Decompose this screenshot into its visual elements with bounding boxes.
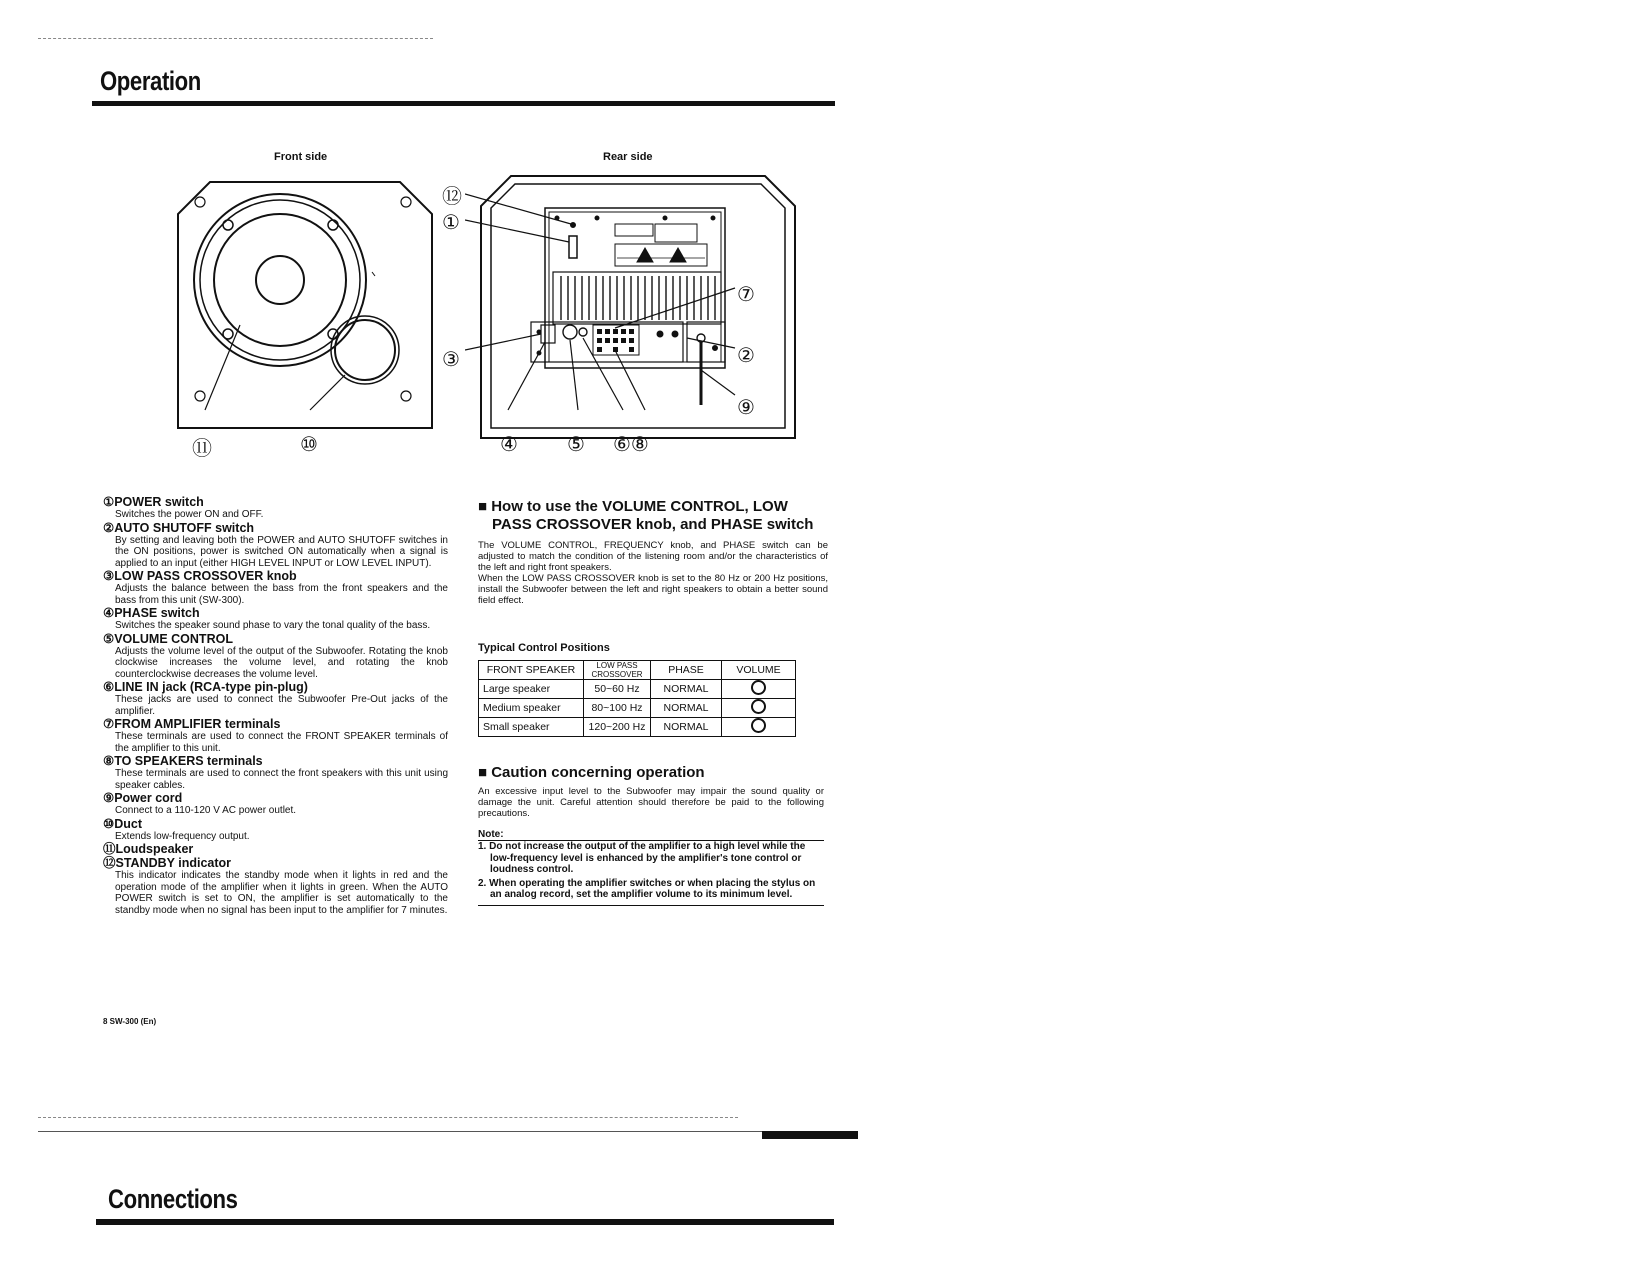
callout-9: ⑨ — [737, 395, 755, 419]
leader-line-9 — [701, 370, 735, 395]
bottom-dashed-artifact — [38, 1117, 738, 1118]
leader-line-8 — [615, 350, 645, 410]
phase-switch — [541, 325, 555, 343]
duct-outer — [331, 316, 399, 384]
table-row: Large speaker 50~60 Hz NORMAL — [479, 680, 796, 699]
callout-4: ④ — [500, 432, 518, 456]
callout-1: ① — [442, 210, 460, 234]
woofer-frame-outer — [194, 194, 366, 366]
callout-2: ② — [737, 343, 755, 367]
table-row: Small speaker 120~200 Hz NORMAL — [479, 718, 796, 737]
caution-paragraph: An excessive input level to the Subwoofer may impair the sound quality or damage the unit. Careful attention should therefore be paid to the following precautions. — [478, 786, 824, 819]
how-to-section — [478, 498, 828, 606]
caution-section — [478, 764, 824, 906]
table-row: Medium speaker 80~100 Hz NORMAL — [479, 699, 796, 718]
callout-3: ③ — [442, 347, 460, 371]
volume-knob-icon — [751, 718, 766, 733]
page-title-operation: Operation — [100, 66, 201, 96]
item-to-speakers-terminals: ⑧TO SPEAKERS terminals These terminals are used to connect the front speakers with this unit using speaker cables. — [103, 754, 448, 791]
how-to-paragraph-1: The VOLUME CONTROL, FREQUENCY knob, and PHASE switch can be adjusted to match the condition of the listening room and/or the characteristics of the left and right front speakers. — [478, 540, 828, 573]
scan-rule-thin — [38, 1131, 858, 1132]
page-title-connections: Connections — [108, 1184, 238, 1214]
operation-rule — [92, 101, 835, 106]
duct-inner — [335, 320, 395, 380]
item-loudspeaker: ⑪Loudspeaker — [103, 842, 194, 856]
note-label: Note: — [478, 829, 824, 841]
item-auto-shutoff-switch: ②AUTO SHUTOFF switch By setting and leaving both the POWER and AUTO SHUTOFF switches in the ON positions, power is switched ON automatically when a signal is applied to an input (either HIGH LEVEL INPUT or LOW LEVEL INPUT). — [103, 520, 448, 569]
screw-hole-top-left — [195, 197, 205, 207]
note-bottom-rule — [478, 905, 824, 906]
volume-knob — [563, 325, 577, 339]
volume-knob-icon — [751, 680, 766, 695]
leader-line-2 — [687, 338, 735, 348]
top-dashed-artifact — [38, 38, 433, 39]
header-low-pass-crossover: LOW PASS CROSSOVER — [584, 661, 651, 680]
callout-10: ⑩ — [300, 432, 318, 456]
caution-title: ■ Caution concerning operation — [478, 764, 705, 781]
screw-hole-top-right — [401, 197, 411, 207]
scan-rule-thick — [762, 1131, 858, 1139]
header-volume: VOLUME — [722, 661, 796, 680]
header-phase: PHASE — [651, 661, 722, 680]
rear-side-label: Rear side — [603, 151, 653, 163]
front-side-label: Front side — [274, 151, 328, 163]
leader-line-5 — [570, 340, 578, 410]
crossover-knob — [579, 328, 587, 336]
leader-line-10 — [310, 375, 345, 410]
connections-rule — [96, 1219, 834, 1225]
screw-hole-bottom-right — [401, 391, 411, 401]
callout-7: ⑦ — [737, 282, 755, 306]
item-standby-indicator: ⑫STANDBY indicator This indicator indicates the standby mode when it lights in red and the operation mode of the amplifier when it lights in green. When the AUTO POWER switch is set to ON, the amplifier is set automatically to the standby mode when no signal has been input to the amplifier for 7 minutes. — [103, 856, 448, 916]
how-to-title-line1: ■ How to use the VOLUME CONTROL, LOW — [478, 498, 788, 515]
how-to-title-line2: PASS CROSSOVER knob, and PHASE switch — [492, 516, 814, 533]
table-header-row — [479, 661, 796, 680]
leader-line-11 — [205, 325, 240, 410]
control-positions-table — [478, 660, 796, 737]
woofer-dust-cap — [256, 256, 304, 304]
item-from-amplifier-terminals: ⑦FROM AMPLIFIER terminals These terminals are used to connect the FRONT SPEAKER terminals of the amplifier to this unit. — [103, 717, 448, 754]
rear-panel-plate — [545, 208, 725, 368]
parts-description-list — [103, 495, 448, 916]
front-side-diagram — [170, 170, 440, 470]
item-low-pass-crossover-knob: ③LOW PASS CROSSOVER knob Adjusts the balance between the bass from the front speakers and the bass from this unit (SW-300). — [103, 569, 448, 606]
heatsink — [553, 272, 721, 324]
item-duct: ⑩Duct Extends low-frequency output. — [103, 816, 250, 842]
control-positions-section — [478, 642, 796, 737]
item-line-in-jack: ⑥LINE IN jack (RCA-type pin-plug) These jacks are used to connect the Subwoofer Pre-Out jacks of the amplifier. — [103, 680, 448, 717]
volume-knob-icon — [751, 699, 766, 714]
item-power-switch: ①POWER switch Switches the power ON and OFF. — [103, 495, 264, 520]
note-2: 2. When operating the amplifier switches or when placing the stylus on an analog record, set the amplifier volume to its minimum level. — [478, 877, 816, 900]
screw-hole-bottom-left — [195, 391, 205, 401]
leader-line-3 — [465, 334, 541, 350]
standby-led — [571, 223, 576, 228]
item-volume-control: ⑤VOLUME CONTROL Adjusts the volume level of the output of the Subwoofer. Rotating the knob clockwise increases the volume level, and rotating the knob counterclockwise decreases the volume level. — [103, 631, 448, 680]
callout-6-8: ⑥⑧ — [613, 432, 649, 456]
how-to-paragraph-2: When the LOW PASS CROSSOVER knob is set to the 80 Hz or 200 Hz positions, install the Subwoofer between the left and right speakers to obtain a better sound field effect. — [478, 573, 828, 606]
callout-5: ⑤ — [567, 432, 585, 456]
woofer-surround — [214, 214, 346, 346]
power-switch — [569, 236, 577, 258]
callout-11: ⑪ — [192, 436, 212, 460]
rear-side-diagram — [465, 170, 825, 470]
item-power-cord: ⑨Power cord Connect to a 110-120 V AC power outlet. — [103, 791, 297, 816]
item-phase-switch: ④PHASE switch Switches the speaker sound phase to vary the tonal quality of the bass. — [103, 606, 431, 631]
note-1: 1. Do not increase the output of the amplifier to a high level while the low-frequency level is enhanced by the amplifier's tone control or loudness control. — [478, 841, 806, 875]
table-title: Typical Control Positions — [478, 642, 610, 654]
leader-line-4 — [508, 342, 545, 410]
callout-12: ⑫ — [442, 184, 462, 208]
page-footer: 8 SW-300 (En) — [103, 1017, 157, 1026]
header-front-speaker: FRONT SPEAKER — [479, 661, 584, 680]
